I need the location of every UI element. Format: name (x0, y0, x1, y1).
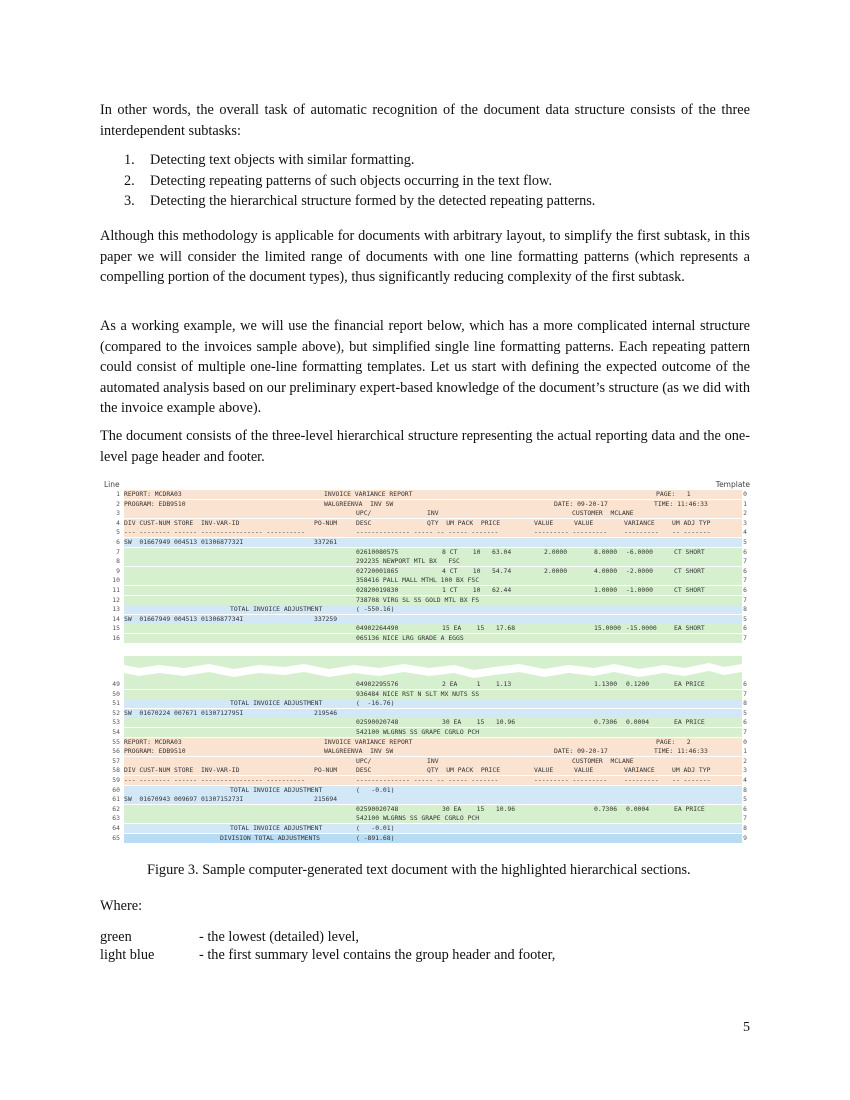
report-cell: 0.0004 (626, 718, 650, 727)
report-cell: DIVISION TOTAL ADJUSTMENTS (220, 833, 321, 842)
report-cell: DESC (356, 766, 372, 775)
report-cell: -- ------- (672, 776, 711, 784)
subtask-list (124, 150, 595, 212)
template-column-label: Template (715, 480, 750, 489)
template-number: 8 (743, 605, 747, 614)
report-cell: CUSTOMER MCLANE (572, 509, 634, 518)
report-cell: -15.0000 (626, 624, 657, 633)
report-cell: --------- (624, 776, 659, 784)
report-cell: UPC/ (356, 756, 372, 765)
report-cell: TOTAL INVOICE ADJUSTMENT (230, 699, 323, 708)
paragraph-working-example: As a working example, we will use the financial report below, which has a more complicated internal structure (compared to the invoices sample above), but simplified single line formatting patterns. Each repeating pattern could consist of multiple one-line formatting templates. Let us start with defining the expected outcome of the automated analysis based on our preliminary expert-based knowledge of the document’s structure (as we did with the invoice example above). (100, 318, 750, 416)
report-cell: 30 EA 15 10.96 (442, 804, 516, 813)
report-cell: VARIANCE (624, 518, 655, 527)
report-cell: ( -891.68) (356, 833, 395, 842)
template-number: 7 (743, 814, 747, 823)
template-number: 6 (743, 718, 747, 727)
report-cell: DIV CUST-NUM STORE INV-VAR-ID (124, 518, 240, 527)
report-line (112, 795, 747, 804)
template-number: 8 (743, 824, 747, 832)
report-cell: 8.0000 (594, 547, 618, 556)
report-cell: VALUE (574, 518, 594, 527)
report-line (116, 528, 747, 537)
report-line (112, 624, 747, 633)
figure-caption: Figure 3. Sample computer-generated text document with the highlighted hierarchical sections. (147, 862, 691, 878)
report-cell: ( -0.01) (356, 824, 395, 832)
report-line (116, 547, 747, 557)
template-number: 4 (743, 528, 747, 537)
report-cell: -------------- ----- -- ----- ------- (356, 776, 499, 784)
report-cell: 337261 (314, 538, 338, 546)
line-number: 8 (116, 557, 120, 566)
report-cell: -1.0000 (626, 586, 653, 594)
line-column-label: Line (104, 480, 120, 489)
line-number: 3 (116, 509, 120, 518)
report-cell: CT SHORT (674, 547, 705, 556)
report-cell: 04902264490 (356, 624, 399, 633)
line-number: 2 (116, 499, 120, 508)
line-number: 50 (112, 689, 120, 698)
report-line (112, 614, 747, 624)
line-number: 55 (112, 737, 120, 746)
report-cell: 02590020748 (356, 718, 399, 727)
report-cell: QTY UM PACK PRICE (427, 518, 501, 527)
report-cell: 2 EA 1 1.13 (442, 680, 512, 688)
line-number: 54 (112, 728, 120, 736)
template-number: 3 (743, 766, 747, 775)
template-number: 5 (743, 795, 747, 804)
report-cell: 02610080575 (356, 547, 399, 556)
where-label: Where: (100, 898, 143, 914)
template-number: 6 (743, 547, 747, 556)
paragraph-intro: In other words, the overall task of automatic recognition of the document data structure consists of the three interdependent subtasks: (100, 102, 750, 139)
template-number: 8 (743, 699, 747, 708)
report-cell: 2.0000 (544, 547, 568, 556)
report-cell: VALUE (534, 766, 554, 775)
line-number: 62 (112, 804, 120, 813)
report-cell: TOTAL INVOICE ADJUSTMENT (230, 785, 323, 794)
line-number: 11 (112, 586, 120, 594)
template-number: 4 (743, 776, 747, 784)
line-number: 60 (112, 785, 120, 794)
report-line (112, 689, 747, 699)
report-cell: --- -------- ------ ---------------- ---------- (124, 528, 305, 537)
report-line (112, 699, 747, 708)
report-cell: UPC/ (356, 509, 372, 518)
report-cell: DATE: 09-20-17 (554, 747, 608, 756)
line-number: 6 (116, 538, 120, 546)
template-number: 6 (743, 624, 747, 633)
report-cell: --------- --------- (534, 776, 608, 784)
report-cell: 0.7306 (594, 718, 618, 727)
template-number: 7 (743, 557, 747, 566)
report-cell: 0.0004 (626, 804, 650, 813)
line-number: 59 (112, 776, 120, 784)
report-cell: 292235 NEWPORT MTL BX FSC (356, 557, 460, 566)
line-number: 58 (112, 766, 120, 775)
report-cell: EA PRICE (674, 680, 705, 688)
report-cell: SW 01667949 004513 0130687732I (124, 538, 244, 546)
report-cell: 15 EA 15 17.68 (442, 624, 516, 633)
report-line (112, 776, 747, 785)
report-cell: ( -550.16) (356, 605, 395, 614)
report-cell: INV (427, 756, 439, 765)
figure-report (100, 480, 750, 840)
template-number: 7 (743, 689, 747, 698)
report-cell: 30 EA 15 10.96 (442, 718, 516, 727)
report-line (112, 576, 747, 585)
template-number: 1 (743, 499, 747, 508)
report-line (112, 824, 747, 833)
line-number: 15 (112, 624, 120, 633)
report-cell: --- -------- ------ ---------------- ---------- (124, 776, 305, 784)
report-cell: 2.0000 (544, 566, 568, 575)
report-cell: TIME: 11:46:33 (654, 499, 708, 508)
report-cell: EA SHORT (674, 624, 705, 633)
report-cell: CUSTOMER MCLANE (572, 756, 634, 765)
report-line (112, 728, 747, 737)
report-cell: 065136 NICE LRG GRADE A EGGS (356, 634, 464, 642)
report-cell: PAGE: 1 (656, 490, 691, 498)
report-cell: --------- --------- (534, 528, 608, 537)
template-number: 5 (743, 614, 747, 623)
line-number: 53 (112, 718, 120, 727)
report-cell: CT SHORT (674, 586, 705, 594)
report-cell: -6.0000 (626, 547, 653, 556)
line-number: 9 (116, 566, 120, 575)
line-number: 65 (112, 833, 120, 842)
report-cell: 542100 WLGRNS SS GRAPE CGRLO PCH (356, 728, 480, 736)
list-item: 1. Detecting text objects with similar formatting. (124, 152, 415, 168)
report-cell: PO-NUM (314, 518, 338, 527)
report-cell: 738708 VIRG SL SS GOLD MTL BX FS (356, 595, 480, 604)
report-line (112, 833, 747, 843)
report-cell: 219546 (314, 708, 338, 717)
report-cell: SW 01667949 004513 0130687734I (124, 614, 244, 623)
report-line (112, 595, 747, 605)
report-line (116, 557, 747, 566)
report-line (112, 747, 747, 756)
report-cell: TOTAL INVOICE ADJUSTMENT (230, 824, 323, 832)
report-line (112, 814, 747, 823)
paragraph-structure: The document consists of the three-level hierarchical structure representing the actual reporting data and the one-level page header and footer. (100, 428, 750, 465)
report-cell: 1.0000 (594, 586, 618, 594)
report-cell: TIME: 11:46:33 (654, 747, 708, 756)
report-line (112, 785, 747, 795)
report-line (112, 680, 747, 689)
report-cell: 0.1200 (626, 680, 650, 688)
report-cell: INV (427, 509, 439, 518)
report-cell: UM ADJ TYP (672, 518, 711, 527)
line-number: 1 (116, 490, 120, 498)
paragraph-methodology: Although this methodology is applicable for documents with arbitrary layout, to simplify the first subtask, in this paper we will consider the limited range of documents with one line formatting patterns (which represents a compelling portion of the document types), thus significantly reducing complexity of the first subtask. (100, 228, 750, 285)
line-number: 51 (112, 699, 120, 708)
report-cell: 1 CT 10 62.44 (442, 586, 512, 594)
report-cell: SW 01670943 009697 0130715273I (124, 795, 244, 804)
report-cell: --------- (624, 528, 659, 537)
report-line (112, 718, 747, 727)
template-number: 2 (743, 756, 747, 765)
report-cell: WALGREENVA INV SW (324, 499, 394, 508)
line-number: 52 (112, 708, 120, 717)
report-cell: 02590020748 (356, 804, 399, 813)
template-number: 8 (743, 785, 747, 794)
report-cell: DESC (356, 518, 372, 527)
report-line (112, 766, 747, 775)
line-number: 61 (112, 795, 120, 804)
template-number: 0 (743, 737, 747, 746)
template-number: 7 (743, 634, 747, 642)
report-cell: 4.0000 (594, 566, 618, 575)
report-cell: 0.7306 (594, 804, 618, 813)
template-number: 6 (743, 804, 747, 813)
template-number: 7 (743, 576, 747, 585)
line-number: 64 (112, 824, 120, 832)
report-cell: TOTAL INVOICE ADJUSTMENT (230, 605, 323, 614)
torn-page-break (124, 656, 742, 682)
report-cell: 04902295576 (356, 680, 399, 688)
line-number: 5 (116, 528, 120, 537)
report-line (112, 737, 747, 747)
line-number: 12 (112, 595, 120, 604)
report-cell: DATE: 09-20-17 (554, 499, 608, 508)
report-cell: 4 CT 10 54.74 (442, 566, 512, 575)
report-line (112, 756, 747, 766)
report-cell: DIV CUST-NUM STORE INV-VAR-ID (124, 766, 240, 775)
legend-item: green - the lowest (detailed) level, (100, 929, 359, 945)
report-cell: WALGREENVA INV SW (324, 747, 394, 756)
report-cell: PAGE: 2 (656, 737, 691, 746)
report-cell: 8 CT 10 63.04 (442, 547, 512, 556)
report-cell: QTY UM PACK PRICE (427, 766, 501, 775)
template-number: 2 (743, 509, 747, 518)
report-cell: REPORT: MCDRA03 (124, 737, 182, 746)
report-line (116, 566, 747, 576)
line-number: 57 (112, 756, 120, 765)
report-line (116, 518, 747, 528)
report-cell: CT SHORT (674, 566, 705, 575)
color-legend (100, 928, 555, 964)
line-number: 63 (112, 814, 120, 823)
report-cell: -2.0000 (626, 566, 653, 575)
report-line (112, 804, 747, 814)
line-number: 4 (116, 518, 120, 527)
line-number: 13 (112, 605, 120, 614)
report-cell: 337259 (314, 614, 338, 623)
report-cell: VARIANCE (624, 766, 655, 775)
report-cell: -------------- ----- -- ----- ------- (356, 528, 499, 537)
report-cell: 936484 NICE RST N SLT MX NUTS SS (356, 689, 480, 698)
report-cell: PROGRAM: EDB9510 (124, 747, 186, 756)
report-cell: REPORT: MCDRA03 (124, 490, 182, 498)
report-cell: EA PRICE (674, 718, 705, 727)
report-cell: 358416 PALL MALL MTHL 100 BX FSC (356, 576, 480, 585)
line-number: 56 (112, 747, 120, 756)
template-number: 0 (743, 490, 747, 498)
template-number: 3 (743, 518, 747, 527)
report-cell: PO-NUM (314, 766, 338, 775)
report-line (112, 708, 747, 718)
page-number: 5 (743, 1020, 750, 1035)
report-cell: SW 01670224 007671 0130712795I (124, 708, 244, 717)
template-number: 6 (743, 566, 747, 575)
report-line (112, 605, 747, 614)
list-item: 3. Detecting the hierarchical structure formed by the detected repeating patterns. (124, 193, 596, 209)
report-cell: 02820019830 (356, 586, 399, 594)
line-number: 49 (112, 680, 120, 688)
report-cell: 215694 (314, 795, 338, 804)
report-line (116, 499, 747, 509)
report-line (116, 509, 747, 518)
report-cell: EA PRICE (674, 804, 705, 813)
report-cell: INVOICE VARIANCE REPORT (324, 737, 413, 746)
report-line (116, 490, 747, 499)
report-cell: VALUE (534, 518, 554, 527)
template-number: 7 (743, 728, 747, 736)
template-number: 9 (743, 833, 747, 842)
line-number: 10 (112, 576, 120, 585)
report-cell: ( -16.76) (356, 699, 395, 708)
report-cell: UM ADJ TYP (672, 766, 711, 775)
report-cell: INVOICE VARIANCE REPORT (324, 490, 413, 498)
report-cell: 542100 WLGRNS SS GRAPE CGRLO PCH (356, 814, 480, 823)
report-cell: VALUE (574, 766, 594, 775)
report-cell: 1.1300 (594, 680, 618, 688)
template-number: 5 (743, 538, 747, 546)
line-number: 7 (116, 547, 120, 556)
report-line (112, 634, 747, 643)
report-cell: -- ------- (672, 528, 711, 537)
line-number: 16 (112, 634, 120, 642)
template-number: 7 (743, 595, 747, 604)
template-number: 6 (743, 586, 747, 594)
line-number: 14 (112, 614, 120, 623)
report-line (116, 538, 747, 547)
report-cell: PROGRAM: EDB9510 (124, 499, 186, 508)
list-item: 2. Detecting repeating patterns of such objects occurring in the text flow. (124, 172, 553, 189)
template-number: 5 (743, 708, 747, 717)
report-cell: 02720001865 (356, 566, 399, 575)
template-number: 6 (743, 680, 747, 688)
report-line (112, 586, 747, 595)
template-number: 1 (743, 747, 747, 756)
report-cell: ( -0.01) (356, 785, 395, 794)
report-cell: 15.0000 (594, 624, 621, 633)
legend-item: light blue - the first summary level contains the group header and footer, (100, 947, 556, 963)
